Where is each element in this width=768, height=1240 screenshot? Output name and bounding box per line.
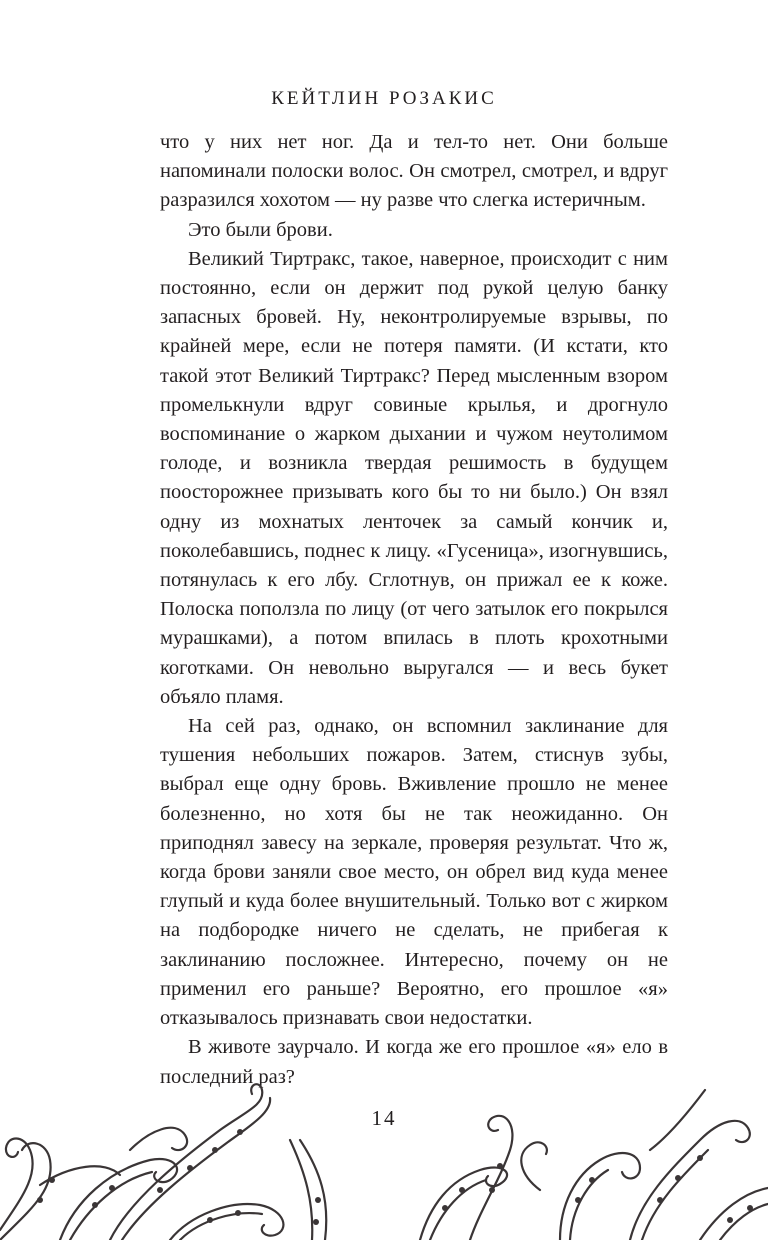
octopus-tentacles-icon	[0, 1080, 768, 1240]
body-text	[160, 128, 668, 1092]
running-head: КЕЙТЛИН РОЗАКИС	[271, 88, 497, 109]
paragraph-3: Великий Тиртракс, такое, наверное, происходит с ним постоянно, если он держит под рукой целую банку запасных бровей. Ну, неконтролируемые взрывы, по крайней мере, если не потеря памяти. (И кстати, кто такой этот Великий Тиртракс? Перед мысленным взором промелькнули вдруг совиные крылья, и дрогнуло воспоминание о жарком дыхании и чужом неутолимом голоде, и возникла твердая решимость в будущем поосторожнее призывать кого бы то ни было.) Он взял одну из мохнатых ленточек за самый кончик и, поколебавшись, поднес к лицу. «Гусеница», изогнувшись, потянулась к его лбу. Сглотнув, он прижал ее к коже. Полоска поползла по лицу (от чего затылок его покрылся мурашками), а потом впилась в плоть крохотными коготками. Он невольно выругался — и весь букет объяло пламя.	[160, 247, 668, 708]
page-number: 14	[371, 1106, 397, 1130]
paragraph-5: В животе заурчало. И когда же его прошлое «я» ело в последний раз?	[160, 1036, 668, 1088]
paragraph-2: Это были брови.	[188, 218, 333, 241]
paragraph-4: На сей раз, однако, он вспомнил заклинание для тушения небольших пожаров. Затем, стиснув зубы, выбрал еще одну бровь. Вживление прошло не менее болезненно, но хотя бы не так неожиданно. Он приподнял завесу на зеркале, проверяя результат. Что ж, когда брови заняли свое место, он обрел вид куда менее глупый и куда более внушительный. Только вот с жирком на подбородке ничего не сделать, не прибегая к заклинанию посложнее. Интересно, почему он не применил его раньше? Вероятно, его прошлое «я» отказывалось признавать свои недостатки.	[160, 715, 668, 1030]
paragraph-1: что у них нет ног. Да и тел-то нет. Они больше напоминали полоски волос. Он смотрел, смотрел, и вдруг разразился хохотом — ну разве что слегка истеричным.	[160, 131, 668, 212]
